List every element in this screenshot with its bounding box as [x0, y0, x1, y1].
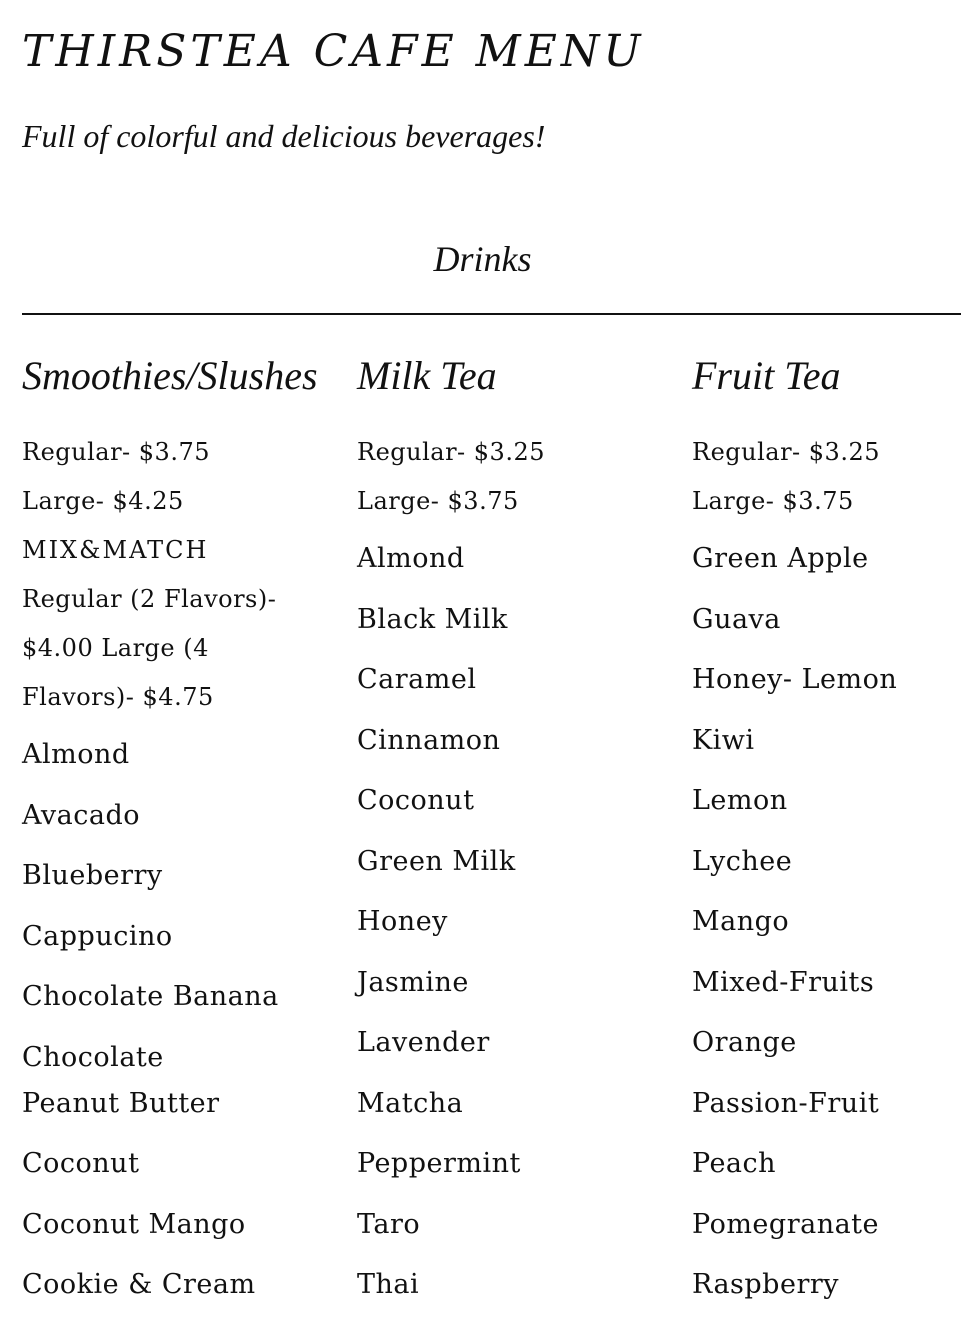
menu-item: Almond — [357, 543, 465, 574]
menu-item: Chocolate Banana — [22, 981, 279, 1012]
menu-subtitle: Full of colorful and delicious beverages! — [22, 118, 546, 154]
menu-title: THIRSTEA CAFE MENU — [22, 26, 645, 77]
menu-item: Mango — [692, 906, 790, 937]
column-heading: Fruit Tea — [692, 353, 841, 398]
price-large: Large- $3.75 — [357, 487, 519, 515]
menu-item: Jasmine — [357, 966, 469, 998]
menu-item: Coconut Mango — [22, 1208, 246, 1240]
menu-item: Orange — [692, 1027, 797, 1058]
column-heading: Milk Tea — [357, 353, 497, 398]
item-list — [692, 536, 965, 1308]
section-divider — [22, 313, 961, 315]
menu-item: Lychee — [692, 845, 793, 877]
menu-item: Lemon — [692, 785, 788, 816]
menu-item: Lavender — [357, 1027, 490, 1058]
menu-item: Coconut — [22, 1148, 140, 1179]
menu-item: Peach — [692, 1148, 777, 1179]
menu-item: Cinnamon — [357, 724, 501, 756]
item-list — [22, 732, 322, 1308]
menu-item: Passion-Fruit — [692, 1087, 880, 1119]
price-regular: Regular- $3.25 — [692, 438, 880, 466]
menu-item: Kiwi — [692, 724, 755, 756]
mix-line: Flavors)- $4.75 — [22, 683, 214, 711]
column-heading: Smoothies/Slushes — [22, 353, 318, 398]
menu-item: Black Milk — [357, 603, 508, 635]
menu-item: Almond — [22, 739, 130, 770]
menu-item: Pomegranate — [692, 1208, 880, 1240]
menu-item: Raspberry — [692, 1269, 840, 1300]
column-smoothies — [22, 348, 322, 1323]
menu-item: Cappucino — [22, 920, 173, 952]
item-list — [357, 536, 657, 1308]
menu-item: Blueberry — [22, 860, 163, 891]
menu-item: Green Apple — [692, 543, 869, 574]
menu-item: Avacado — [22, 799, 141, 831]
menu-item: Chocolate Peanut Butter — [22, 1041, 220, 1119]
section-title-drinks: Drinks — [433, 239, 532, 279]
column-milk-tea — [357, 348, 657, 1323]
menu-item: Guava — [692, 603, 781, 635]
menu-item: Honey- Lemon — [692, 664, 898, 695]
menu-item: Coconut — [357, 785, 475, 816]
mix-heading: MIX&MATCH — [22, 536, 209, 564]
price-regular: Regular- $3.75 — [22, 438, 210, 466]
menu-item: Honey — [357, 906, 448, 937]
menu-item: Caramel — [357, 664, 477, 695]
menu-item: Mixed-Fruits — [692, 966, 875, 998]
menu-item: Matcha — [357, 1087, 464, 1119]
mix-line: Regular (2 Flavors)- — [22, 585, 277, 613]
menu-item: Green Milk — [357, 845, 516, 877]
price-large: Large- $3.75 — [692, 487, 854, 515]
menu-item: Peppermint — [357, 1148, 521, 1179]
mix-line: $4.00 Large (4 — [22, 634, 209, 662]
price-large: Large- $4.25 — [22, 487, 184, 515]
column-fruit-tea — [692, 348, 965, 1323]
mix-and-match — [22, 526, 322, 722]
menu-item: Cookie & Cream — [22, 1269, 256, 1300]
menu-item: Thai — [357, 1269, 420, 1300]
menu-item: Taro — [357, 1208, 421, 1240]
price-regular: Regular- $3.25 — [357, 438, 545, 466]
